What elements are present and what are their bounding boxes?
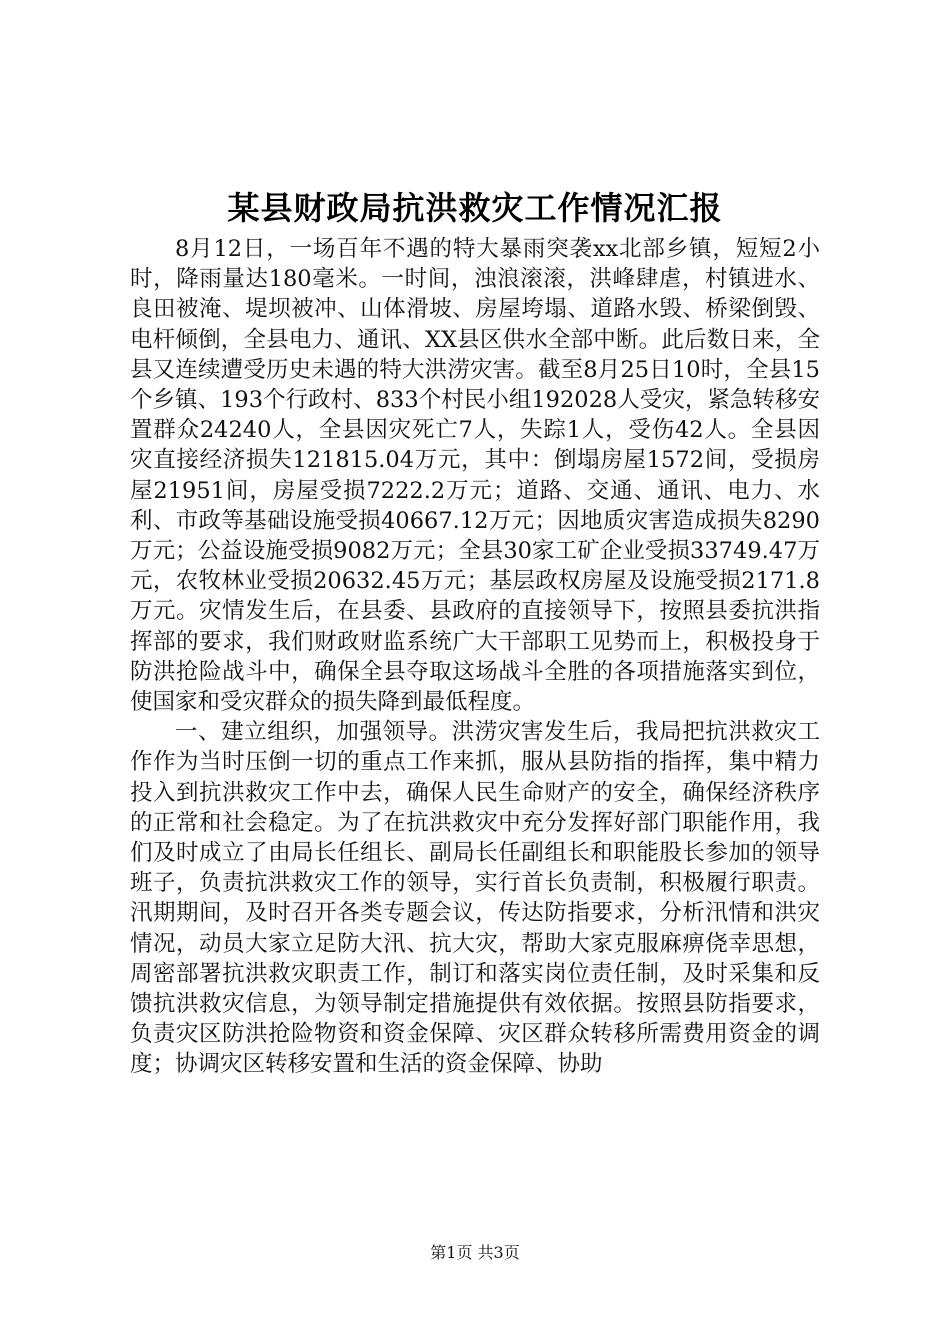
paragraph-intro: 8月12日，一场百年不遇的特大暴雨突袭xx北部乡镇，短短2小时，降雨量达180毫米。一时间，浊浪滚滚，洪峰肆虐，村镇进水、良田被淹、堤坝被冲、山体滑坡、房屋垮塌、道路水毁、桥梁倒毁、电杆倾倒，全县电力、通讯、XX县区供水全部中断。此后数日来，全县又连续遭受历史未遇的特大洪涝灾害。截至8月25日10时，全县15个乡镇、193个行政村、833个村民小组192028人受灾，紧急转移安置群众24240人，全县因灾死亡7人，失踪1人，受伤42人。全县因灾直接经济损失121815.04万元，其中：倒塌房屋1572间，受损房屋21951间，房屋受损7222.2万元；道路、交通、通讯、电力、水利、市政等基础设施受损40667.12万元；因地质灾害造成损失8290万元；公益设施受损9082万元；全县30家工矿企业受损33749.47万元，农牧林业受损20632.45万元；基层政权房屋及设施受损2171.8万元。灾情发生后，在县委、县政府的直接领导下，按照县委抗洪指挥部的要求，我们财政财监系统广大干部职工见势而上，积极投身于防洪抢险战斗中，确保全县夺取这场战斗全胜的各项措施落实到位，使国家和受灾群众的损失降到最低程度。: [130, 236, 820, 716]
document-body: [130, 234, 820, 1080]
page-number-footer: 第1页 共3页: [430, 1243, 520, 1262]
paragraph-section-one: 一、建立组织，加强领导。洪涝灾害发生后，我局把抗洪救灾工作作为当时压倒一切的重点工作来抓，服从县防指的指挥，集中精力投入到抗洪救灾工作中去，确保人民生命财产的安全，确保经济秩序的正常和社会稳定。为了在抗洪救灾中充分发挥好部门职能作用，我们及时成立了由局长任组长、副局长任副组长和职能股长参加的领导班子，负责抗洪救灾工作的领导，实行首长负责制，积极履行职责。汛期期间，及时召开各类专题会议，传达防指要求，分析汛情和洪灾情况，动员大家立足防大汛、抗大灾，帮助大家克服麻痹侥幸思想，周密部署抗洪救灾职责工作，制订和落实岗位责任制，及时采集和反馈抗洪救灾信息，为领导制定措施提供有效依据。按照县防指要求，负责灾区防洪抢险物资和资金保障、灾区群众转移所需费用资金的调度；协调灾区转移安置和生活的资金保障、协助: [130, 719, 820, 1078]
document-title: 某县财政局抗洪救灾工作情况汇报: [227, 189, 723, 227]
